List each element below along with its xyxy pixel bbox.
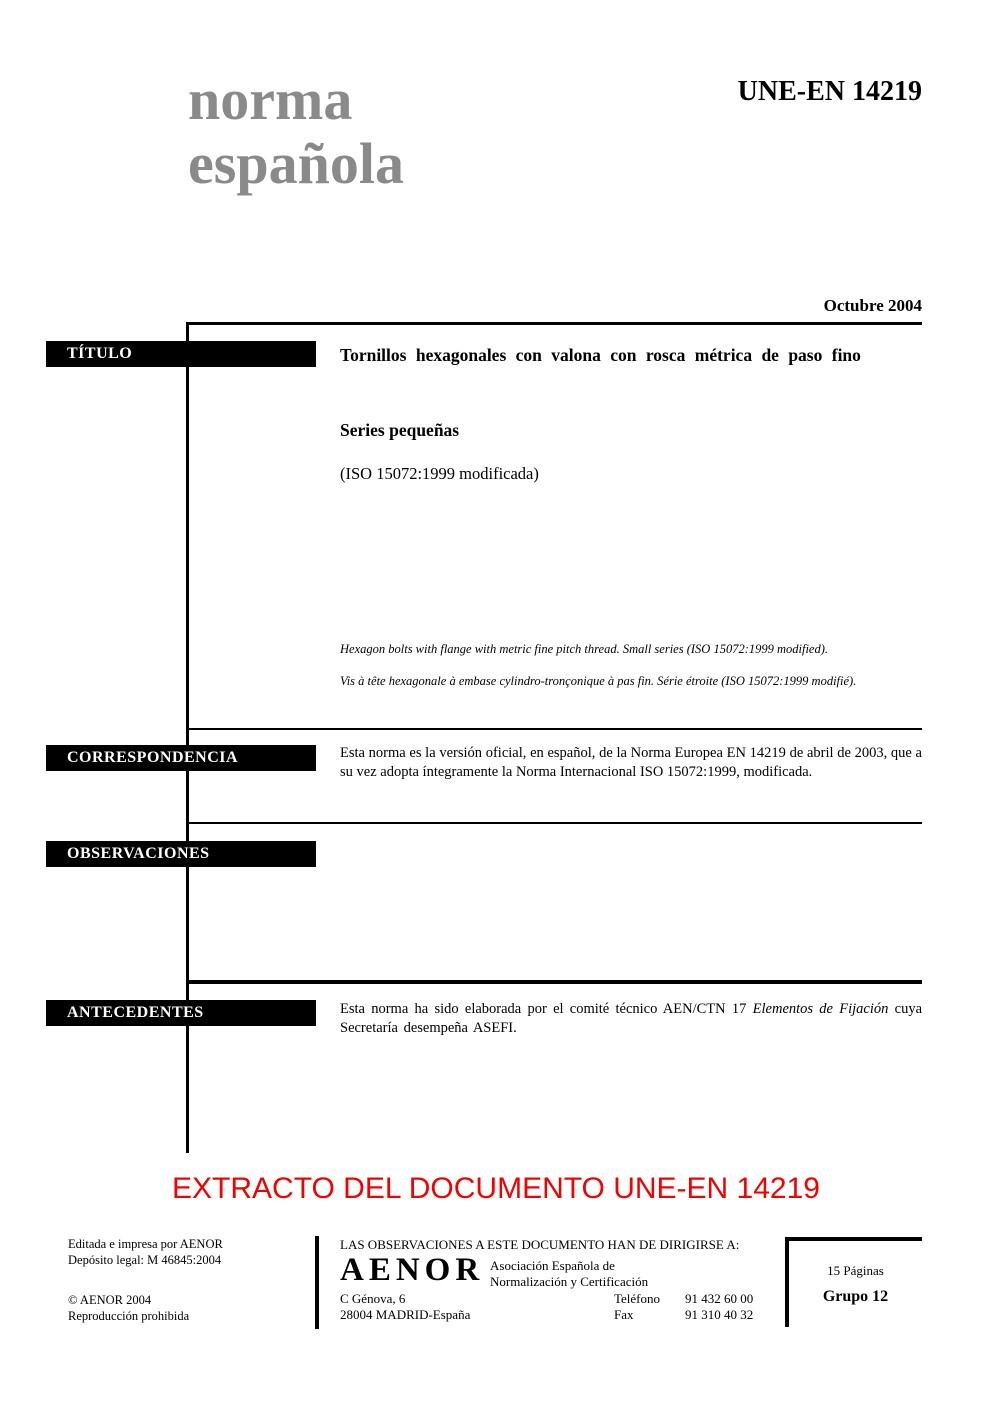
footer-address-city: 28004 MADRID-España <box>340 1307 471 1322</box>
footer-publisher: Editada e impresa por AENOR <box>68 1237 223 1251</box>
footer-left-gap <box>68 1268 223 1292</box>
titulo-label-bar <box>46 341 316 367</box>
observaciones-label-bar <box>46 841 316 867</box>
footer-reproduction: Reproducción prohibida <box>68 1309 190 1323</box>
page-count: 15 Páginas <box>827 1263 884 1278</box>
iso-reference: (ISO 15072:1999 modificada) <box>340 464 539 483</box>
correspondencia-label-bar <box>46 745 316 771</box>
aenor-description <box>490 1258 648 1289</box>
logo-line1: norma <box>188 67 353 132</box>
footer-contact <box>614 1291 754 1323</box>
pages-group-box <box>785 1237 922 1327</box>
observaciones-label: OBSERVACIONES <box>67 845 210 862</box>
aenor-logo: AENOR <box>340 1252 485 1288</box>
document-subtitle: Series pequeñas <box>340 420 460 440</box>
fax-label: Fax <box>614 1307 634 1322</box>
logo-line2: española <box>188 131 404 196</box>
norma-espanola-logo <box>188 68 404 196</box>
titulo-label: TÍTULO <box>67 345 133 362</box>
fax-number: 91 310 40 32 <box>685 1307 754 1322</box>
correspondencia-label: CORRESPONDENCIA <box>67 749 239 766</box>
footer-notice: LAS OBSERVACIONES A ESTE DOCUMENTO HAN DE DIRIGIRSE A: <box>340 1237 740 1252</box>
antecedentes-text-after: cuya Secretaría desempeña ASEFI. <box>340 1001 923 1036</box>
extract-banner: EXTRACTO DEL DOCUMENTO UNE-EN 14219 <box>172 1172 820 1205</box>
correspondencia-rule <box>187 728 922 730</box>
document-date: Octubre 2004 <box>823 296 922 315</box>
footer-copyright: © AENOR 2004 <box>68 1293 152 1307</box>
aenor-description-line1: Asociación Española de <box>490 1258 615 1273</box>
observaciones-rule <box>187 822 922 824</box>
footer-address-street: C Génova, 6 <box>340 1291 406 1306</box>
group-number: Grupo 12 <box>822 1288 889 1305</box>
title-english: Hexagon bolts with flange with metric fine pitch thread. Small series (ISO 15072:1999 modified). <box>340 642 829 656</box>
vertical-rule <box>186 322 189 1153</box>
footer-left-column <box>68 1236 223 1324</box>
footer-legal-deposit: Depósito legal: M 46845:2004 <box>68 1253 222 1267</box>
antecedentes-text-before: Esta norma ha sido elaborada por el comité técnico AEN/CTN 17 <box>340 1001 753 1017</box>
antecedentes-text-italic: Elementos de Fijación <box>752 1001 889 1017</box>
antecedentes-text <box>340 1000 922 1037</box>
document-code: UNE-EN 14219 <box>737 76 922 107</box>
title-french: Vis à tête hexagonale à embase cylindro-tronçonique à pas fin. Série étroite (ISO 15072:1999 modifié). <box>340 674 857 688</box>
phone-number: 91 432 60 00 <box>685 1291 754 1306</box>
phone-label: Teléfono <box>614 1291 661 1306</box>
document-title: Tornillos hexagonales con valona con rosca métrica de paso fino <box>340 345 861 365</box>
top-rule <box>187 322 922 325</box>
antecedentes-label-bar <box>46 1000 316 1026</box>
aenor-description-line2: Normalización y Certificación <box>490 1273 649 1289</box>
footer-address <box>340 1291 470 1323</box>
footer-divider-rule <box>315 1236 319 1329</box>
antecedentes-rule <box>187 980 922 984</box>
antecedentes-label: ANTECEDENTES <box>67 1004 204 1021</box>
correspondencia-text: Esta norma es la versión oficial, en español, de la Norma Europea EN 14219 de abril de 2003, que a su vez adopta íntegramente la Norma Internacional ISO 15072:1999, modificada. <box>340 745 922 780</box>
